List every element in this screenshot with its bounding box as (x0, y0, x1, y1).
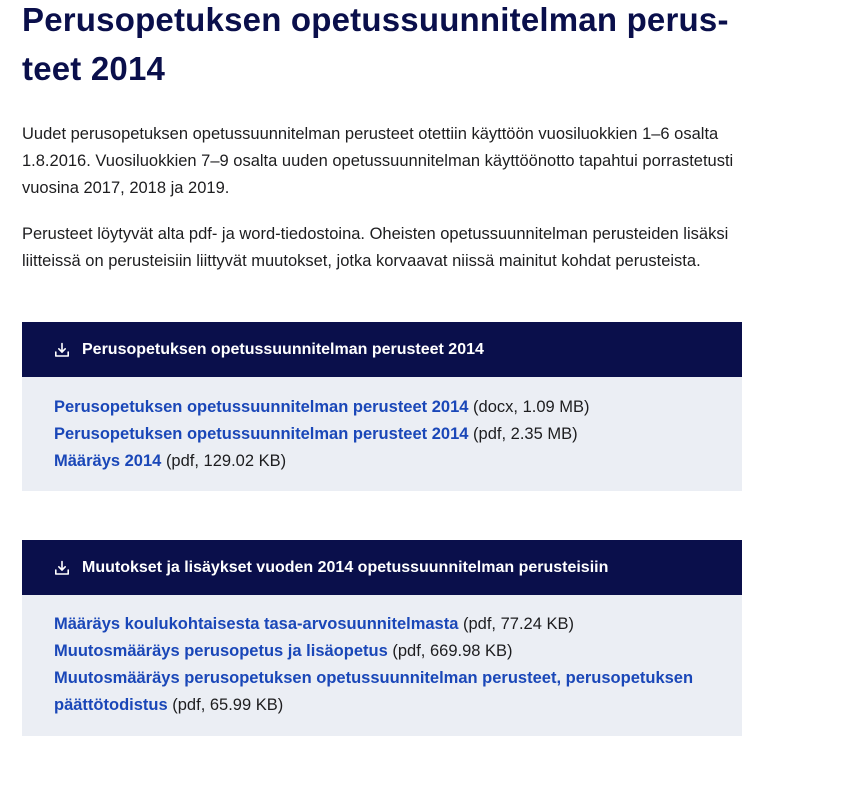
section-heading: Perusopetuksen opetussuunnitelman perusteet 2014 (82, 340, 484, 358)
intro-text (22, 121, 742, 275)
file-meta: (pdf, 65.99 KB) (172, 696, 284, 714)
section-heading: Muutokset ja lisäykset vuoden 2014 opetussuunnitelman perusteisiin (82, 558, 609, 576)
download-icon (54, 342, 70, 358)
section-header (22, 540, 742, 595)
download-section-curriculum-2014 (22, 322, 742, 491)
file-item (54, 394, 710, 421)
file-item (54, 448, 710, 475)
file-item (54, 611, 710, 638)
file-link-muutosmaarays-lisaopetus[interactable]: Muutosmääräys perusopetus ja lisäopetus (54, 642, 388, 660)
file-meta: (pdf, 2.35 MB) (473, 425, 578, 443)
file-link-maarays[interactable]: Määräys 2014 (54, 452, 162, 470)
download-section-changes (22, 540, 742, 736)
file-meta: (pdf, 129.02 KB) (165, 452, 287, 470)
download-icon (54, 560, 70, 576)
file-link-tasa-arvo[interactable]: Määräys koulukohtaisesta tasa-arvosuunnitelmasta (54, 615, 459, 633)
file-list (22, 595, 742, 736)
file-list (22, 377, 742, 491)
main-content (22, 0, 742, 736)
file-item (54, 638, 710, 665)
file-meta: (docx, 1.09 MB) (473, 398, 590, 416)
file-meta: (pdf, 77.24 KB) (463, 615, 574, 633)
file-link-pdf[interactable]: Perusopetuksen opetussuunnitelman perusteet 2014 (54, 425, 469, 443)
intro-paragraph: Uudet perusopetuksen opetussuunnitelman perusteet otettiin käyttöön vuosiluokkien 1–6 osalta 1.8.2016. Vuosiluokkien 7–9 osalta uuden opetussuunnitelman käyttöönotto tapahtui porrastetusti vuosina 2017, 2018 ja 2019. (22, 125, 734, 197)
file-meta: (pdf, 669.98 KB) (392, 642, 513, 660)
file-item (54, 421, 710, 448)
file-link-docx[interactable]: Perusopetuksen opetussuunnitelman perusteet 2014 (54, 398, 469, 416)
file-link-paattotodistus[interactable]: Muutosmääräys perusopetuksen opetussuunnitelman perusteet, perusopetuksen päättötodistus (54, 669, 694, 714)
intro-paragraph: Perusteet löytyvät alta pdf- ja word-tiedostoina. Oheisten opetussuunnitelman perusteiden lisäksi liitteissä on perusteisiin liittyvät muutokset, jotka korvaavat niissä mainitut kohdat perusteista. (22, 225, 729, 270)
file-item (54, 665, 710, 719)
page-title: Perusopetuksen opetussuunnitelman perusteet 2014 (22, 1, 729, 87)
section-header (22, 322, 742, 377)
